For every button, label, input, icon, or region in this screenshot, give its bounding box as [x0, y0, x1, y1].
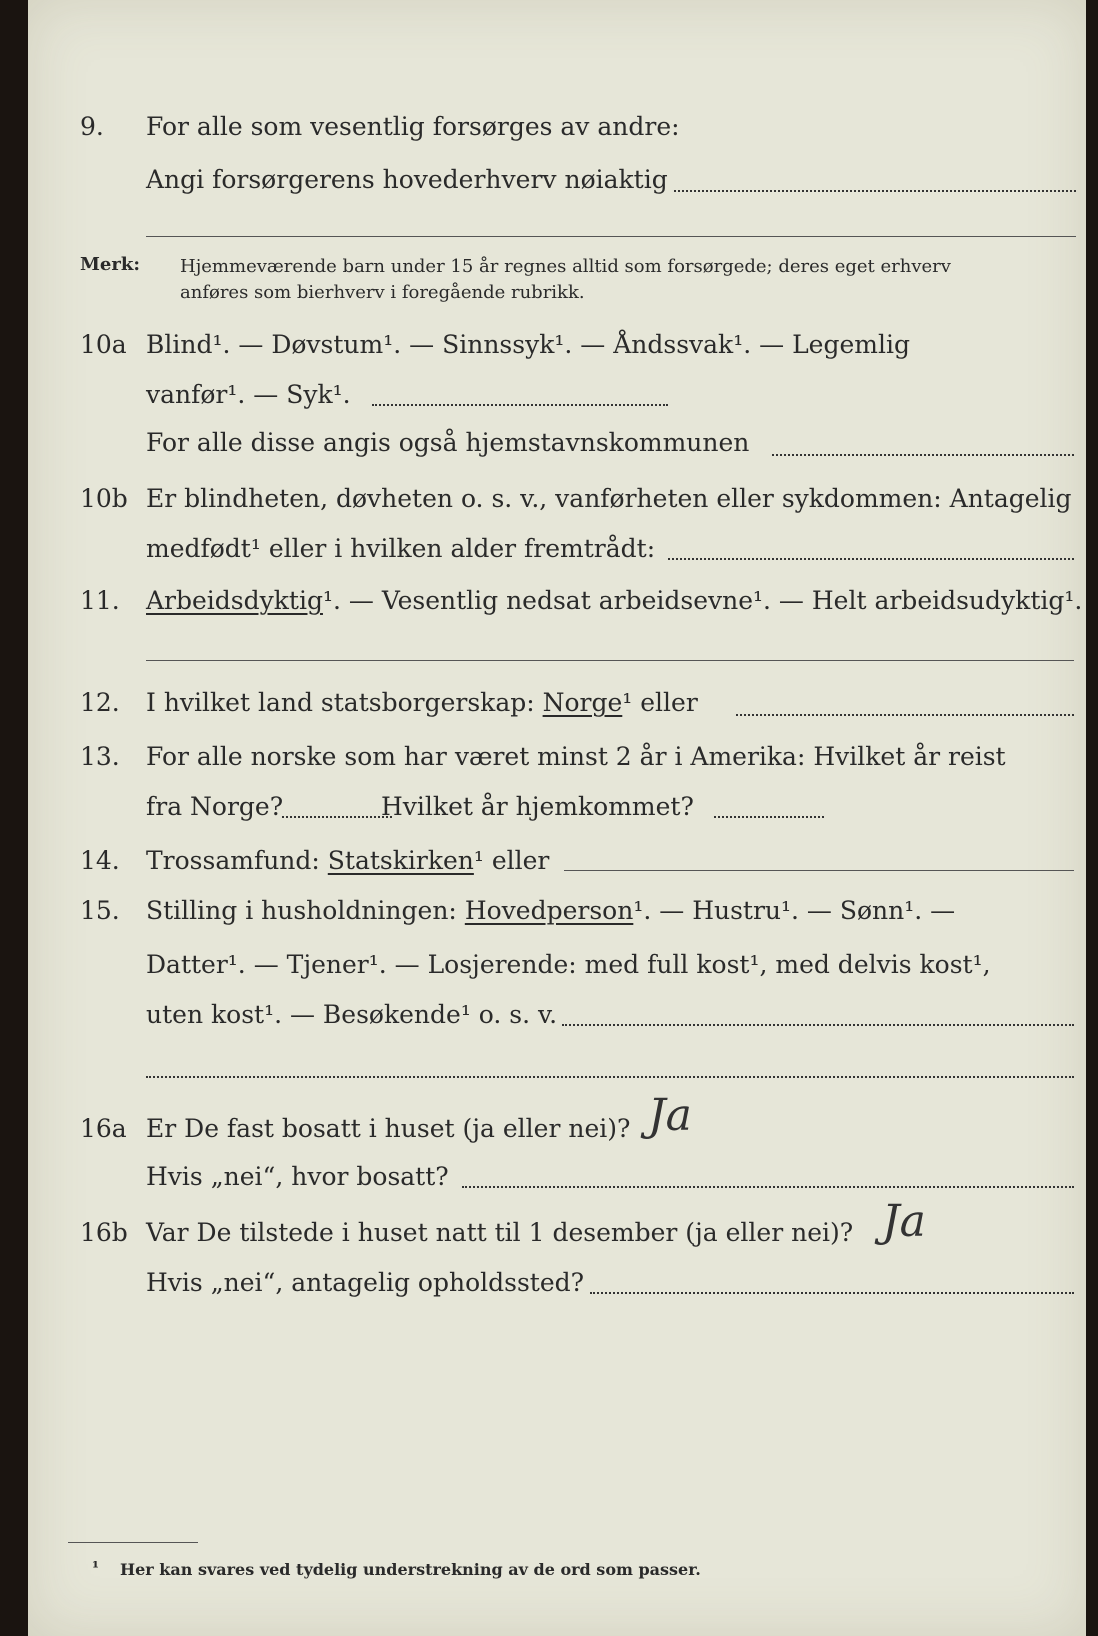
footnote-text: Her kan svares ved tydelig understrekning av de ord som passer. [120, 1560, 701, 1579]
q16a-line2: Hvis „nei“, hvor bosatt? [146, 1162, 449, 1191]
q16a-number: 16a [80, 1114, 127, 1143]
q14-post: ¹ eller [473, 846, 550, 875]
q10b-line2: medfødt¹ eller i hvilken alder fremtrådt: [146, 534, 656, 563]
merk-line1: Hjemmeværende barn under 15 år regnes alltid som forsørgede; deres eget erhverv [180, 256, 951, 277]
q11-selected-option: Arbeidsdyktig [146, 586, 323, 615]
q16b-number: 16b [80, 1218, 128, 1247]
q16b-handwritten-answer: Ja [882, 1196, 926, 1247]
q13-number: 13. [80, 742, 120, 771]
q10a-number: 10a [80, 330, 127, 359]
q14-number: 14. [80, 846, 120, 875]
q9-answer-line[interactable] [674, 190, 1076, 192]
q15-number: 15. [80, 896, 120, 925]
q12-post: ¹ eller [622, 688, 698, 717]
q14-pre: Trossamfund: [146, 846, 320, 875]
q14-text [146, 846, 549, 876]
q12-answer-line[interactable] [736, 714, 1074, 716]
q15-line2: Datter¹. — Tjener¹. — Losjerende: med full kost¹, med delvis kost¹, [146, 950, 991, 979]
merk-label: Merk: [80, 254, 140, 275]
q15-post: ¹. — Hustru¹. — Sønn¹. — [633, 896, 956, 925]
q10a-answer-line[interactable] [372, 404, 668, 406]
q14-selected-option: Statskirken [327, 846, 474, 875]
q9-number: 9. [80, 112, 104, 141]
q14-answer-line[interactable] [564, 870, 1074, 871]
q15-line3: uten kost¹. — Besøkende¹ o. s. v. [146, 1000, 558, 1029]
q10a-line3: For alle disse angis også hjemstavnskommunen [146, 428, 750, 457]
q16a-handwritten-answer: Ja [648, 1090, 692, 1141]
q15-answer-line[interactable] [562, 1024, 1074, 1026]
census-form-page [28, 0, 1086, 1636]
q10a-line1: Blind¹. — Døvstum¹. — Sinnssyk¹. — Åndssvak¹. — Legemlig [146, 330, 910, 359]
q15-selected-option: Hovedperson [464, 896, 634, 925]
q10b-line1: Er blindheten, døvheten o. s. v., vanførheten eller sykdommen: Antagelig [146, 484, 1072, 513]
merk-line2: anføres som bierhverv i foregående rubrikk. [180, 282, 585, 303]
q16b-line1: Var De tilstede i huset natt til 1 desember (ja eller nei)? [146, 1218, 854, 1247]
q10a-hjemstavn-line[interactable] [772, 454, 1074, 456]
q9-answer-line-2[interactable] [146, 236, 1076, 237]
q16b-line2: Hvis „nei“, antagelig opholdssted? [146, 1268, 585, 1297]
q12-pre: I hvilket land statsborgerskap: [146, 688, 535, 717]
q12-selected-option: Norge [542, 688, 623, 717]
q11-number: 11. [80, 586, 120, 615]
q13-reist-line[interactable] [282, 816, 392, 818]
q15-answer-line-2[interactable] [146, 1076, 1074, 1078]
q13-hjemkommet-line[interactable] [714, 816, 824, 818]
q16b-answer-line[interactable] [590, 1292, 1074, 1294]
q16a-line1: Er De fast bosatt i huset (ja eller nei)? [146, 1114, 631, 1143]
footnote-mark: ¹ [92, 1558, 100, 1577]
q10b-number: 10b [80, 484, 128, 513]
q11-rest: ¹. — Vesentlig nedsat arbeidsevne¹. — Helt arbeidsudyktig¹. [322, 586, 1083, 615]
q13-line2a: fra Norge? [146, 792, 284, 821]
q11-answer-line[interactable] [146, 660, 1074, 661]
q15-pre: Stilling i husholdningen: [146, 896, 457, 925]
q9-line2: Angi forsørgerens hovederhverv nøiaktig [146, 165, 668, 194]
q10b-answer-line[interactable] [668, 558, 1074, 560]
q12-text [146, 688, 698, 718]
footnote-separator [68, 1542, 198, 1543]
q10a-line2: vanfør¹. — Syk¹. [146, 380, 351, 409]
q15-text [146, 896, 955, 926]
q16a-answer-line[interactable] [462, 1186, 1074, 1188]
q11-text [146, 586, 1082, 616]
q9-line1: For alle som vesentlig forsørges av andre: [146, 112, 680, 141]
q12-number: 12. [80, 688, 120, 717]
q13-line1: For alle norske som har været minst 2 år i Amerika: Hvilket år reist [146, 742, 1006, 771]
q13-line2b: Hvilket år hjemkommet? [381, 792, 694, 821]
